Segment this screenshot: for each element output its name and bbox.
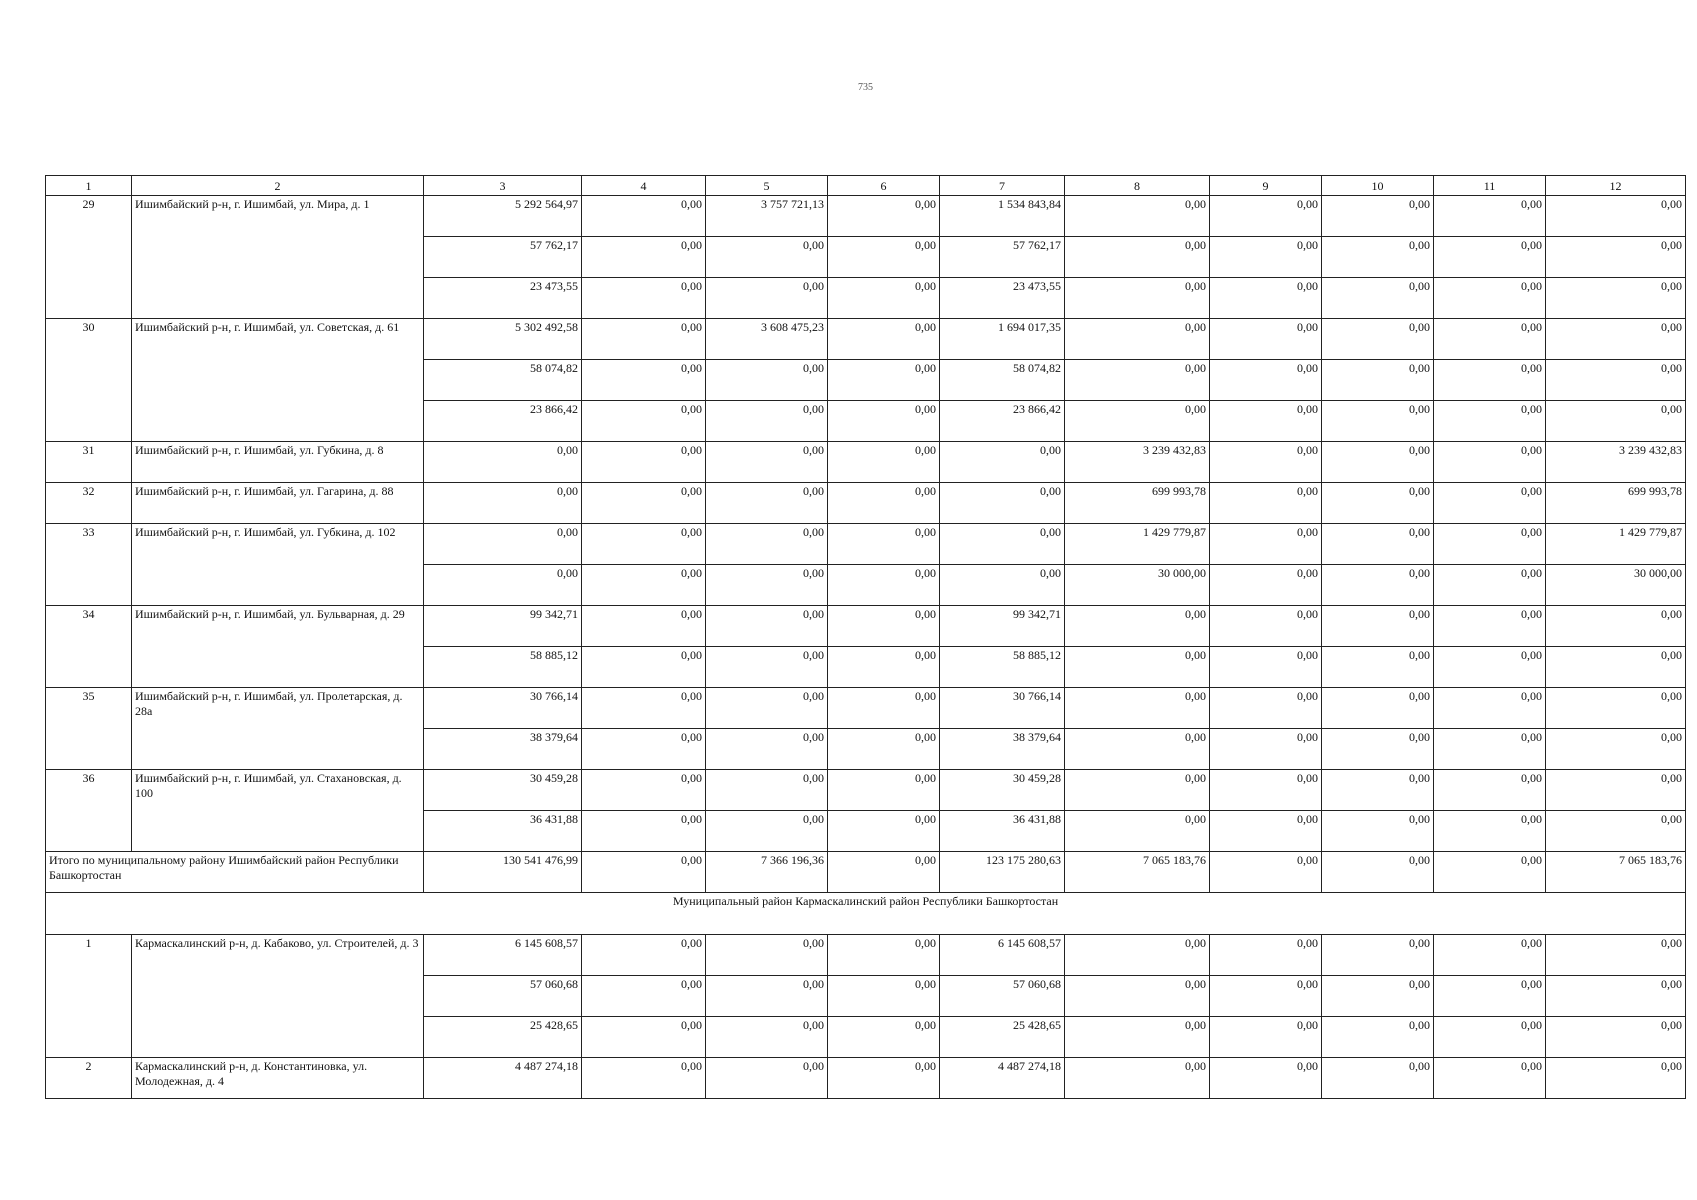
table-row — [46, 935, 1686, 976]
value-cell: 0,00 — [1065, 360, 1210, 401]
total-value-cell: 0,00 — [1434, 852, 1546, 893]
value-cell: 0,00 — [582, 196, 706, 237]
value-cell: 30 766,14 — [940, 688, 1065, 729]
value-cell: 0,00 — [1210, 811, 1322, 852]
value-cell: 0,00 — [1322, 935, 1434, 976]
value-cell: 0,00 — [1210, 688, 1322, 729]
value-cell: 0,00 — [1322, 811, 1434, 852]
value-cell: 0,00 — [1210, 360, 1322, 401]
value-cell: 99 342,71 — [940, 606, 1065, 647]
value-cell: 0,00 — [1210, 1017, 1322, 1058]
value-cell: 0,00 — [706, 1017, 828, 1058]
value-cell: 0,00 — [828, 196, 940, 237]
value-cell: 0,00 — [1434, 976, 1546, 1017]
value-cell: 0,00 — [1210, 729, 1322, 770]
value-cell: 0,00 — [1065, 237, 1210, 278]
value-cell: 6 145 608,57 — [424, 935, 582, 976]
value-cell: 0,00 — [1546, 770, 1686, 811]
value-cell: 0,00 — [1210, 319, 1322, 360]
table-row — [46, 524, 1686, 565]
value-cell: 23 473,55 — [424, 278, 582, 319]
value-cell: 0,00 — [828, 524, 940, 565]
table-row — [46, 196, 1686, 237]
value-cell: 0,00 — [1065, 935, 1210, 976]
value-cell: 0,00 — [706, 1058, 828, 1099]
item-address: Ишимбайский р-н, г. Ишимбай, ул. Мира, д. 1 — [132, 196, 424, 319]
value-cell: 0,00 — [706, 729, 828, 770]
value-cell: 0,00 — [1434, 196, 1546, 237]
column-header: 2 — [132, 176, 424, 196]
value-cell: 0,00 — [1434, 442, 1546, 483]
column-header: 10 — [1322, 176, 1434, 196]
value-cell: 0,00 — [828, 1058, 940, 1099]
table-row — [46, 770, 1686, 811]
value-cell: 0,00 — [424, 565, 582, 606]
value-cell: 0,00 — [828, 237, 940, 278]
value-cell: 0,00 — [582, 401, 706, 442]
value-cell: 0,00 — [1546, 976, 1686, 1017]
section-row — [46, 893, 1686, 935]
column-header: 12 — [1546, 176, 1686, 196]
value-cell: 0,00 — [1322, 729, 1434, 770]
value-cell: 0,00 — [706, 565, 828, 606]
value-cell: 0,00 — [706, 483, 828, 524]
value-cell: 0,00 — [1210, 976, 1322, 1017]
value-cell: 0,00 — [1210, 442, 1322, 483]
column-header: 6 — [828, 176, 940, 196]
table-row — [46, 1058, 1686, 1099]
value-cell: 23 866,42 — [940, 401, 1065, 442]
value-cell: 99 342,71 — [424, 606, 582, 647]
item-number: 30 — [46, 319, 132, 442]
value-cell: 0,00 — [828, 565, 940, 606]
value-cell: 0,00 — [828, 647, 940, 688]
value-cell: 0,00 — [582, 524, 706, 565]
value-cell: 5 292 564,97 — [424, 196, 582, 237]
value-cell: 0,00 — [424, 524, 582, 565]
header-row — [46, 176, 1686, 196]
value-cell: 58 074,82 — [940, 360, 1065, 401]
value-cell: 36 431,88 — [424, 811, 582, 852]
value-cell: 25 428,65 — [424, 1017, 582, 1058]
value-cell: 0,00 — [1065, 196, 1210, 237]
value-cell: 0,00 — [1322, 688, 1434, 729]
value-cell: 57 060,68 — [424, 976, 582, 1017]
table-row — [46, 606, 1686, 647]
value-cell: 0,00 — [828, 729, 940, 770]
value-cell: 0,00 — [706, 360, 828, 401]
value-cell: 699 993,78 — [1546, 483, 1686, 524]
value-cell: 0,00 — [828, 360, 940, 401]
item-address: Ишимбайский р-н, г. Ишимбай, ул. Губкина, д. 102 — [132, 524, 424, 606]
value-cell: 38 379,64 — [424, 729, 582, 770]
value-cell: 0,00 — [1434, 729, 1546, 770]
value-cell: 0,00 — [828, 1017, 940, 1058]
value-cell: 0,00 — [828, 688, 940, 729]
value-cell: 0,00 — [1065, 647, 1210, 688]
value-cell: 0,00 — [706, 524, 828, 565]
value-cell: 57 762,17 — [424, 237, 582, 278]
column-header: 7 — [940, 176, 1065, 196]
value-cell: 0,00 — [940, 565, 1065, 606]
value-cell: 0,00 — [1065, 319, 1210, 360]
value-cell: 0,00 — [1546, 729, 1686, 770]
value-cell: 0,00 — [1065, 976, 1210, 1017]
value-cell: 57 762,17 — [940, 237, 1065, 278]
value-cell: 0,00 — [1210, 565, 1322, 606]
item-number: 32 — [46, 483, 132, 524]
value-cell: 0,00 — [1546, 319, 1686, 360]
value-cell: 0,00 — [1434, 1058, 1546, 1099]
value-cell: 0,00 — [1434, 770, 1546, 811]
value-cell: 0,00 — [1434, 524, 1546, 565]
value-cell: 0,00 — [582, 1017, 706, 1058]
total-label: Итого по муниципальному району Ишимбайский район Республики Башкортостан — [46, 852, 424, 893]
value-cell: 0,00 — [1434, 483, 1546, 524]
value-cell: 0,00 — [582, 442, 706, 483]
value-cell: 0,00 — [1210, 606, 1322, 647]
value-cell: 0,00 — [1322, 360, 1434, 401]
value-cell: 0,00 — [1065, 770, 1210, 811]
value-cell: 0,00 — [1210, 1058, 1322, 1099]
register-table — [45, 175, 1686, 1099]
value-cell: 0,00 — [582, 360, 706, 401]
value-cell: 0,00 — [828, 442, 940, 483]
value-cell: 0,00 — [940, 524, 1065, 565]
value-cell: 0,00 — [1546, 196, 1686, 237]
value-cell: 0,00 — [1434, 565, 1546, 606]
value-cell: 0,00 — [828, 606, 940, 647]
value-cell: 0,00 — [1210, 401, 1322, 442]
value-cell: 25 428,65 — [940, 1017, 1065, 1058]
value-cell: 0,00 — [706, 976, 828, 1017]
value-cell: 0,00 — [1065, 278, 1210, 319]
value-cell: 0,00 — [706, 278, 828, 319]
column-header: 3 — [424, 176, 582, 196]
value-cell: 4 487 274,18 — [424, 1058, 582, 1099]
total-value-cell: 0,00 — [828, 852, 940, 893]
total-value-cell: 0,00 — [582, 852, 706, 893]
value-cell: 0,00 — [1322, 1058, 1434, 1099]
item-address: Ишимбайский р-н, г. Ишимбай, ул. Гагарина, д. 88 — [132, 483, 424, 524]
value-cell: 0,00 — [582, 565, 706, 606]
value-cell: 0,00 — [1210, 935, 1322, 976]
total-value-cell: 123 175 280,63 — [940, 852, 1065, 893]
value-cell: 0,00 — [706, 237, 828, 278]
value-cell: 0,00 — [582, 483, 706, 524]
value-cell: 0,00 — [582, 1058, 706, 1099]
item-address: Ишимбайский р-н, г. Ишимбай, ул. Стахановская, д. 100 — [132, 770, 424, 852]
value-cell: 0,00 — [1210, 278, 1322, 319]
value-cell: 0,00 — [1322, 647, 1434, 688]
value-cell: 0,00 — [1322, 1017, 1434, 1058]
value-cell: 0,00 — [1546, 647, 1686, 688]
value-cell: 5 302 492,58 — [424, 319, 582, 360]
value-cell: 0,00 — [1065, 729, 1210, 770]
value-cell: 0,00 — [1322, 401, 1434, 442]
value-cell: 0,00 — [582, 606, 706, 647]
value-cell: 1 694 017,35 — [940, 319, 1065, 360]
item-number: 29 — [46, 196, 132, 319]
item-number: 1 — [46, 935, 132, 1058]
value-cell: 0,00 — [1434, 237, 1546, 278]
total-value-cell: 7 065 183,76 — [1546, 852, 1686, 893]
value-cell: 0,00 — [424, 442, 582, 483]
value-cell: 0,00 — [1210, 647, 1322, 688]
value-cell: 0,00 — [1546, 278, 1686, 319]
total-value-cell: 0,00 — [1210, 852, 1322, 893]
value-cell: 0,00 — [1546, 1058, 1686, 1099]
value-cell: 0,00 — [706, 401, 828, 442]
value-cell: 0,00 — [582, 688, 706, 729]
value-cell: 0,00 — [582, 237, 706, 278]
value-cell: 0,00 — [1322, 237, 1434, 278]
column-header: 9 — [1210, 176, 1322, 196]
value-cell: 0,00 — [1546, 688, 1686, 729]
item-address: Кармаскалинский р-н, д. Константиновка, ул. Молодежная, д. 4 — [132, 1058, 424, 1099]
value-cell: 3 608 475,23 — [706, 319, 828, 360]
value-cell: 1 534 843,84 — [940, 196, 1065, 237]
item-number: 36 — [46, 770, 132, 852]
value-cell: 0,00 — [1546, 237, 1686, 278]
value-cell: 0,00 — [1434, 401, 1546, 442]
value-cell: 0,00 — [1434, 278, 1546, 319]
value-cell: 1 429 779,87 — [1065, 524, 1210, 565]
total-value-cell: 130 541 476,99 — [424, 852, 582, 893]
table-row — [46, 319, 1686, 360]
value-cell: 0,00 — [1322, 196, 1434, 237]
value-cell: 0,00 — [1322, 565, 1434, 606]
column-header: 11 — [1434, 176, 1546, 196]
value-cell: 0,00 — [1434, 360, 1546, 401]
value-cell: 6 145 608,57 — [940, 935, 1065, 976]
item-address: Кармаскалинский р-н, д. Кабаково, ул. Строителей, д. 3 — [132, 935, 424, 1058]
value-cell: 0,00 — [1322, 770, 1434, 811]
table-row — [46, 483, 1686, 524]
item-number: 34 — [46, 606, 132, 688]
section-title: Муниципальный район Кармаскалинский район Республики Башкортостан — [46, 893, 1686, 935]
value-cell: 0,00 — [1065, 688, 1210, 729]
value-cell: 23 473,55 — [940, 278, 1065, 319]
table-body — [46, 176, 1686, 1099]
value-cell: 57 060,68 — [940, 976, 1065, 1017]
page-number: 735 — [858, 82, 873, 93]
value-cell: 0,00 — [828, 935, 940, 976]
value-cell: 0,00 — [828, 770, 940, 811]
value-cell: 0,00 — [828, 278, 940, 319]
value-cell: 58 885,12 — [424, 647, 582, 688]
total-row — [46, 852, 1686, 893]
column-header: 1 — [46, 176, 132, 196]
value-cell: 58 074,82 — [424, 360, 582, 401]
value-cell: 0,00 — [1322, 442, 1434, 483]
item-address: Ишимбайский р-н, г. Ишимбай, ул. Советская, д. 61 — [132, 319, 424, 442]
value-cell: 0,00 — [1434, 1017, 1546, 1058]
value-cell: 0,00 — [706, 606, 828, 647]
value-cell: 30 000,00 — [1065, 565, 1210, 606]
value-cell: 0,00 — [1065, 606, 1210, 647]
value-cell: 0,00 — [424, 483, 582, 524]
value-cell: 0,00 — [1434, 811, 1546, 852]
value-cell: 0,00 — [940, 442, 1065, 483]
value-cell: 0,00 — [1322, 483, 1434, 524]
value-cell: 0,00 — [582, 278, 706, 319]
value-cell: 0,00 — [1434, 606, 1546, 647]
value-cell: 0,00 — [828, 811, 940, 852]
value-cell: 0,00 — [1210, 483, 1322, 524]
value-cell: 3 239 432,83 — [1546, 442, 1686, 483]
value-cell: 0,00 — [1322, 606, 1434, 647]
value-cell: 0,00 — [828, 483, 940, 524]
value-cell: 0,00 — [1322, 524, 1434, 565]
value-cell: 0,00 — [1065, 401, 1210, 442]
value-cell: 0,00 — [1546, 935, 1686, 976]
value-cell: 0,00 — [582, 770, 706, 811]
value-cell: 0,00 — [1322, 278, 1434, 319]
value-cell: 0,00 — [1210, 196, 1322, 237]
value-cell: 0,00 — [706, 811, 828, 852]
value-cell: 4 487 274,18 — [940, 1058, 1065, 1099]
item-address: Ишимбайский р-н, г. Ишимбай, ул. Бульварная, д. 29 — [132, 606, 424, 688]
value-cell: 58 885,12 — [940, 647, 1065, 688]
column-header: 8 — [1065, 176, 1210, 196]
value-cell: 38 379,64 — [940, 729, 1065, 770]
value-cell: 0,00 — [1434, 935, 1546, 976]
table-row — [46, 688, 1686, 729]
value-cell: 0,00 — [1434, 319, 1546, 360]
item-number: 35 — [46, 688, 132, 770]
value-cell: 0,00 — [940, 483, 1065, 524]
item-number: 31 — [46, 442, 132, 483]
value-cell: 0,00 — [1546, 606, 1686, 647]
value-cell: 0,00 — [582, 647, 706, 688]
value-cell: 0,00 — [1434, 647, 1546, 688]
value-cell: 36 431,88 — [940, 811, 1065, 852]
value-cell: 0,00 — [1065, 1058, 1210, 1099]
value-cell: 0,00 — [1210, 237, 1322, 278]
column-header: 5 — [706, 176, 828, 196]
value-cell: 0,00 — [1546, 1017, 1686, 1058]
value-cell: 30 000,00 — [1546, 565, 1686, 606]
value-cell: 0,00 — [1210, 524, 1322, 565]
value-cell: 30 459,28 — [940, 770, 1065, 811]
column-header: 4 — [582, 176, 706, 196]
value-cell: 3 239 432,83 — [1065, 442, 1210, 483]
value-cell: 0,00 — [582, 729, 706, 770]
value-cell: 30 766,14 — [424, 688, 582, 729]
value-cell: 0,00 — [1546, 811, 1686, 852]
value-cell: 0,00 — [1065, 1017, 1210, 1058]
value-cell: 0,00 — [582, 811, 706, 852]
value-cell: 0,00 — [1434, 688, 1546, 729]
value-cell: 0,00 — [706, 688, 828, 729]
value-cell: 0,00 — [582, 935, 706, 976]
value-cell: 0,00 — [828, 401, 940, 442]
total-value-cell: 0,00 — [1322, 852, 1434, 893]
value-cell: 0,00 — [828, 319, 940, 360]
value-cell: 0,00 — [706, 770, 828, 811]
item-address: Ишимбайский р-н, г. Ишимбай, ул. Пролетарская, д. 28а — [132, 688, 424, 770]
value-cell: 0,00 — [706, 442, 828, 483]
value-cell: 0,00 — [582, 976, 706, 1017]
value-cell: 0,00 — [1065, 811, 1210, 852]
value-cell: 1 429 779,87 — [1546, 524, 1686, 565]
total-value-cell: 7 366 196,36 — [706, 852, 828, 893]
value-cell: 699 993,78 — [1065, 483, 1210, 524]
item-address: Ишимбайский р-н, г. Ишимбай, ул. Губкина, д. 8 — [132, 442, 424, 483]
table-row — [46, 442, 1686, 483]
value-cell: 0,00 — [582, 319, 706, 360]
value-cell: 0,00 — [828, 976, 940, 1017]
value-cell: 0,00 — [1322, 976, 1434, 1017]
value-cell: 0,00 — [1546, 401, 1686, 442]
item-number: 2 — [46, 1058, 132, 1099]
item-number: 33 — [46, 524, 132, 606]
value-cell: 3 757 721,13 — [706, 196, 828, 237]
value-cell: 0,00 — [706, 935, 828, 976]
value-cell: 0,00 — [706, 647, 828, 688]
value-cell: 0,00 — [1210, 770, 1322, 811]
value-cell: 0,00 — [1546, 360, 1686, 401]
value-cell: 23 866,42 — [424, 401, 582, 442]
value-cell: 0,00 — [1322, 319, 1434, 360]
total-value-cell: 7 065 183,76 — [1065, 852, 1210, 893]
value-cell: 30 459,28 — [424, 770, 582, 811]
